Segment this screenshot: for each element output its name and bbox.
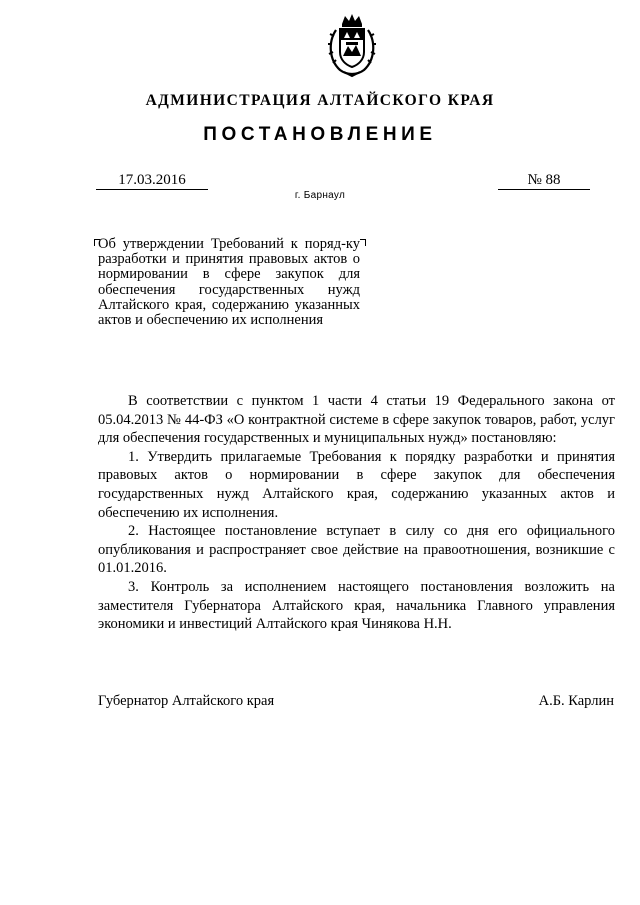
document-type-title: ПОСТАНОВЛЕНИЕ — [203, 124, 437, 145]
preamble-paragraph: В соответствии с пунктом 1 части 4 статьи 19 Федерального закона от 05.04.2013 № 44-ФЗ «О контрактной системе в сфере закупок товаров, работ, услуг для обеспечения государственных и муниципальных нужд» постановляю: — [98, 393, 615, 447]
left-corner-mark — [94, 239, 100, 246]
item-2-paragraph: 2. Настоящее постановление вступает в силу со дня его официального опубликования и распространяет свое действие на правоотношения, возникшие с 01.01.2016. — [98, 523, 615, 577]
altai-krai-coat-of-arms-icon — [326, 12, 378, 78]
document-number: № 88 — [498, 172, 590, 190]
issuing-authority: АДМИНИСТРАЦИЯ АЛТАЙСКОГО КРАЯ — [145, 92, 495, 109]
document-subject — [98, 237, 360, 328]
subject-text: Об утверждении Требований к поряд-ку разработки и принятия правовых актов о нормировании в сфере закупок для обеспечения государственных нужд Алтайского края, содержанию указанных актов и обеспечению их исполнения — [98, 236, 360, 329]
signatory-name: А.Б. Карлин — [538, 693, 614, 709]
document-body — [98, 392, 615, 634]
item-1-paragraph: 1. Утвердить прилагаемые Требования к порядку разработки и принятия правовых актов о нормировании в сфере закупок для обеспечения государственных нужд Алтайского края, содержанию указанных актов и обеспечению их исполнения. — [98, 448, 615, 521]
right-corner-mark — [360, 239, 366, 246]
issuing-city: г. Барнаул — [294, 190, 346, 201]
signatory-position: Губернатор Алтайского края — [98, 693, 275, 709]
item-3-paragraph: 3. Контроль за исполнением настоящего постановления возложить на заместителя Губернатора Алтайского края, начальника Главного управления экономики и инвестиций Алтайского края Чинякова Н.Н. — [98, 578, 615, 633]
document-date: 17.03.2016 — [96, 172, 208, 190]
